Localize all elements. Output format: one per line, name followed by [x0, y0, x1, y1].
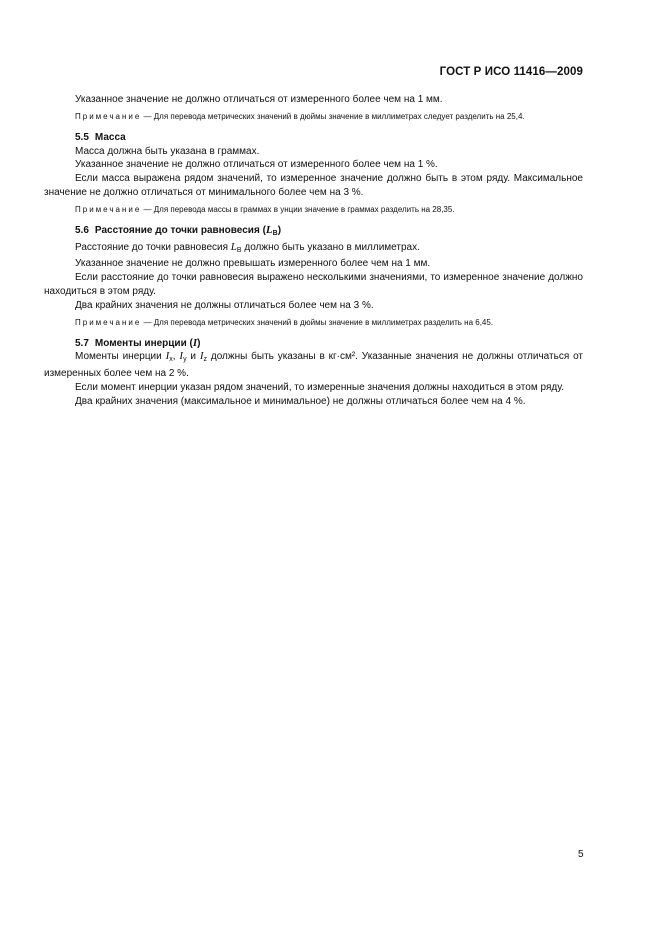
document-standard-id: ГОСТ Р ИСО 11416—2009: [439, 66, 583, 78]
section-title: Расстояние до точки равновесия: [94, 224, 260, 236]
note-text: — Для перевода метрических значений в дюймы значение в миллиметрах разделить на 6,45.: [141, 317, 494, 327]
symbol-i: I: [192, 336, 198, 349]
note-grams-to-ounces: [44, 203, 583, 216]
text-fragment: должно быть указано в миллиметрах.: [241, 241, 420, 253]
symbol-i: I: [165, 350, 170, 363]
section-number: 5.6: [75, 224, 89, 236]
symbol-l: L: [230, 240, 237, 253]
balance-paragraph-1: [44, 241, 583, 258]
mass-paragraph-3: Если масса выражена рядом значений, то измеренное значение должно быть в этом ряду. Максимальное значение не должно отличаться от минимального более чем на 3 %.: [44, 173, 583, 198]
section-number: 5.7: [75, 337, 89, 349]
mass-paragraph-1: Масса должна быть указана в граммах.: [75, 145, 260, 157]
balance-paragraph-3: Если расстояние до точки равновесия выражено несколькими значениями, то измеренное значение должно находиться в этом ряду.: [44, 272, 583, 297]
symbol-subscript: x: [169, 356, 173, 364]
inertia-paragraph-1: Моменты инерции $I_x$, $I_y$ и $I_z$ должны быть указаны в кг·см². Указанные значения не должны отличаться от измеренных более чем на 2 %.: [44, 350, 584, 380]
text-fragment: Расстояние до точки равновесия: [75, 241, 231, 253]
section-heading-balance-point: 5.6 Расстояние до точки равновесия $(L_B)$: [75, 223, 282, 237]
symbol-subscript: B: [272, 229, 278, 237]
note-label: Примечание: [75, 111, 142, 121]
note-label: Примечание: [75, 204, 142, 214]
page-number: 5: [578, 849, 584, 860]
section-title: Моменты инерции: [94, 337, 187, 349]
note-metric-to-inch-2: [44, 316, 583, 329]
note-text: — Для перевода массы в граммах в унции значение в граммах разделить на 28,35.: [141, 204, 455, 214]
intro-paragraph: Указанное значение не должно отличаться от измеренного более чем на 1 мм.: [75, 94, 443, 105]
symbol-subscript: B: [236, 246, 242, 254]
section-heading-mass: [75, 131, 583, 145]
symbol-i: I: [199, 350, 204, 363]
symbol-i: I: [179, 350, 184, 363]
section-title: Масса: [94, 131, 126, 143]
balance-paragraph-2: Указанное значение не должно превышать измеренного более чем на 1 мм.: [75, 258, 431, 270]
document-body: [44, 93, 583, 409]
text-fragment: Моменты инерции: [75, 351, 166, 363]
note-metric-to-inch: [44, 110, 583, 123]
symbol-subscript: y: [183, 356, 187, 364]
note-text: — Для перевода метрических значений в дюймы значение в миллиметрах следует разделить на 25,4.: [141, 111, 525, 121]
text-fragment: должны быть указаны в кг·см². Указанные значения не должны отличаться от измеренных более чем на 2 %.: [44, 351, 584, 380]
balance-paragraph-4: Два крайних значения не должны отличаться более чем на 3 %.: [75, 299, 374, 311]
section-number: 5.5: [75, 131, 89, 143]
inertia-paragraph-3: Два крайних значения (максимальное и минимальное) не должны отличаться более чем на 4 %.: [75, 395, 526, 407]
symbol-l: L: [265, 223, 273, 236]
inertia-paragraph-2: Если момент инерции указан рядом значений, то измеренные значения должны находиться в этом ряду.: [75, 381, 564, 393]
mass-paragraph-2: Указанное значение не должно отличаться от измеренного более чем на 1 %.: [75, 159, 438, 171]
note-label: Примечание: [75, 317, 142, 327]
section-heading-moments-of-inertia: 5.7 Моменты инерции (I): [75, 336, 201, 349]
symbol-subscript: z: [203, 356, 208, 364]
